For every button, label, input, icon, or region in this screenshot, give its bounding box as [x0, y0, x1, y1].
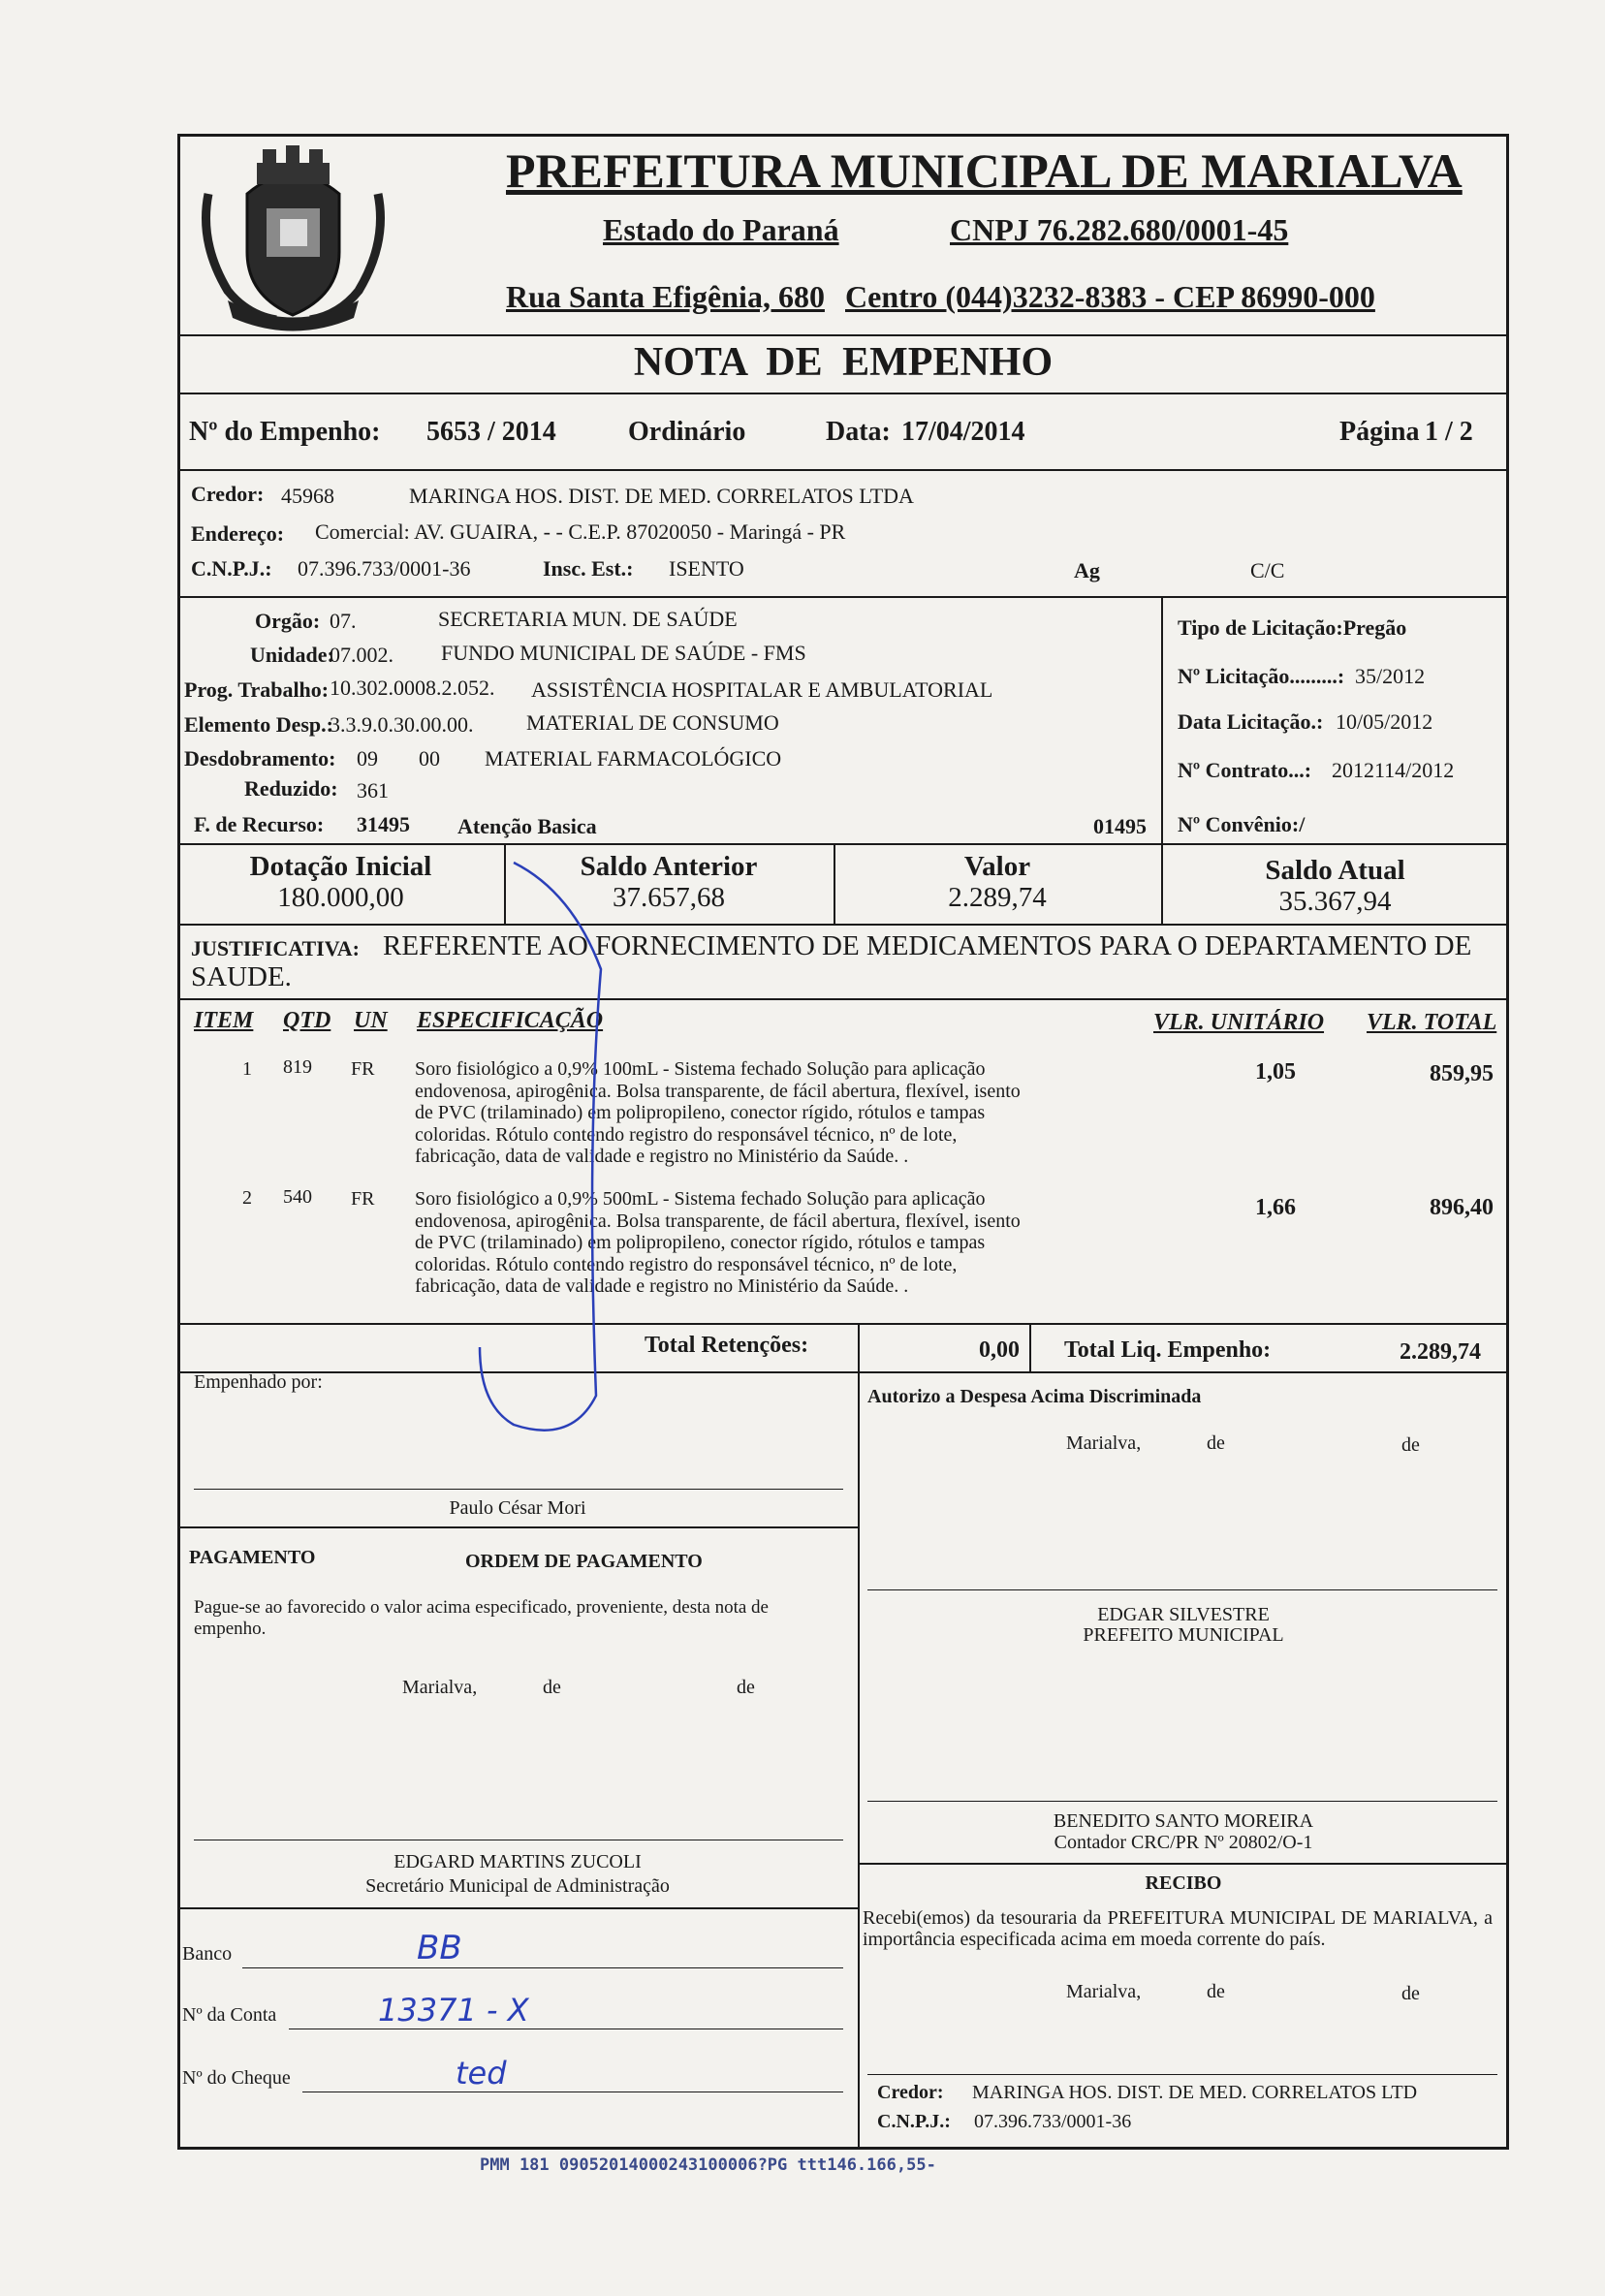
empenhado-label: Empenhado por: [194, 1371, 323, 1393]
saldo-atual-value: 35.367,94 [1278, 886, 1392, 917]
banco-handwritten: BB [417, 1929, 462, 1967]
item-2-line-3: de PVC (trilaminado) em polipropileno, conector rígido, rótulos e tampas [415, 1232, 986, 1253]
dotacao-inicial-value: 180.000,00 [277, 882, 404, 913]
contador-name: BENEDITO SANTO MOREIRA [1053, 1810, 1314, 1832]
prefeito-name: EDGAR SILVESTRE [1097, 1604, 1270, 1625]
pagamento-city: Marialva, [402, 1677, 478, 1698]
retencoes-value: 0,00 [979, 1337, 1020, 1363]
col-header-un: UN [354, 1008, 388, 1033]
valor-value: 2.289,74 [948, 882, 1047, 913]
item-2-un: FR [351, 1188, 375, 1210]
elemento-name: MATERIAL DE CONSUMO [526, 710, 779, 735]
recibo-de-1: de [1207, 1981, 1225, 2002]
recibo-credor-label: Credor: [877, 2082, 944, 2103]
cc-label: C/C [1250, 558, 1285, 582]
pague-se-text: Pague-se ao favorecido o valor acima especificado, proveniente, desta nota de empenho. [194, 1597, 769, 1639]
recurso-label: F. de Recurso: [194, 812, 325, 836]
ag-label: Ag [1074, 558, 1100, 582]
col-header-total: VLR. TOTAL [1367, 1010, 1497, 1035]
empenho-number: 5653 / 2014 [426, 417, 556, 447]
item-1-unit-value: 1,05 [1255, 1059, 1296, 1085]
secretario-name: EDGARD MARTINS ZUCOLI [393, 1851, 642, 1872]
item-2-line-4: coloridas. Rótulo contendo registro do responsável técnico, nº de lote, [415, 1253, 958, 1275]
credor-name: MARINGA HOS. DIST. DE MED. CORRELATOS LTDA [409, 484, 914, 508]
autorizo-text: Autorizo a Despesa Acima Discriminada [867, 1386, 1202, 1407]
col-header-item: ITEM [194, 1008, 254, 1033]
unidade-code: 07.002. [330, 643, 393, 667]
justificativa-text-line2: SAUDE. [191, 961, 292, 992]
valor-label: Valor [963, 851, 1031, 882]
col-header-qtd: QTD [283, 1008, 331, 1033]
empenho-date: 17/04/2014 [901, 417, 1025, 447]
contrato-label: Nº Contrato...: [1178, 758, 1312, 782]
item-2-qtd: 540 [283, 1186, 312, 1208]
licitacao-data: 10/05/2012 [1336, 709, 1433, 734]
item-1-un: FR [351, 1058, 375, 1080]
endereco-label: Endereço: [191, 521, 285, 546]
prog-code: 10.302.0008.2.052. [330, 676, 495, 700]
orgao-code: 07. [330, 609, 357, 633]
autorizo-de-2: de [1401, 1434, 1420, 1456]
empenho-type: Ordinário [628, 417, 746, 447]
licitacao-tipo: Tipo de Licitação:Pregão [1178, 615, 1407, 640]
total-liq-value: 2.289,74 [1400, 1339, 1481, 1365]
item-1-qtd: 819 [283, 1056, 312, 1078]
saldo-atual-label: Saldo Atual [1265, 855, 1405, 886]
insc-label: Insc. Est.: [543, 556, 634, 581]
item-1-line-2: endovenosa, apirogênica. Bolsa transparente, de fácil abertura, flexível, isento [415, 1080, 1021, 1102]
pagamento-de-2: de [737, 1677, 755, 1698]
col-header-espec: ESPECIFICAÇÃO [417, 1008, 604, 1033]
desdobramento-code1: 09 [357, 746, 378, 771]
empenho-number-label: Nº do Empenho: [189, 417, 381, 447]
item-1-line-5: fabricação, data de validade e registro no Ministério da Saúde. . [415, 1146, 909, 1167]
pagamento-label: PAGAMENTO [189, 1547, 316, 1568]
conta-label: Nº da Conta [182, 2004, 277, 2026]
unidade-name: FUNDO MUNICIPAL DE SAÚDE - FMS [441, 641, 806, 665]
licitacao-numero: 35/2012 [1355, 664, 1426, 688]
secretario-title: Secretário Municipal de Administração [365, 1875, 670, 1897]
item-2-line-1: Soro fisiológico a 0,9% 500mL - Sistema fechado Solução para aplicação [415, 1188, 986, 1210]
banco-label: Banco [182, 1943, 233, 1965]
cheque-handwritten: ted [456, 2055, 507, 2092]
reduzido-label: Reduzido: [244, 776, 338, 801]
item-2-unit-value: 1,66 [1255, 1195, 1296, 1220]
licitacao-data-label: Data Licitação.: [1178, 709, 1324, 734]
ordem-pagamento-label: ORDEM DE PAGAMENTO [465, 1551, 703, 1572]
autorizo-city: Marialva, [1066, 1432, 1142, 1454]
recibo-cnpj: 07.396.733/0001-36 [974, 2111, 1132, 2132]
item-2-line-2: endovenosa, apirogênica. Bolsa transparente, de fácil abertura, flexível, isento [415, 1210, 1021, 1232]
contrato-value: 2012114/2012 [1332, 758, 1455, 782]
insc-value: ISENTO [669, 556, 744, 581]
item-1-line-3: de PVC (trilaminado) em polipropileno, conector rígido, rótulos e tampas [415, 1102, 986, 1123]
saldo-anterior-value: 37.657,68 [613, 882, 725, 913]
item-1-line-1: Soro fisiológico a 0,9% 100mL - Sistema fechado Solução para aplicação [415, 1058, 986, 1080]
recibo-city: Marialva, [1066, 1981, 1142, 2002]
empenhado-name: Paulo César Mori [449, 1497, 586, 1519]
dotacao-inicial-label: Dotação Inicial [249, 851, 432, 882]
saldo-anterior-label: Saldo Anterior [580, 851, 758, 882]
prog-label: Prog. Trabalho: [184, 677, 330, 702]
item-2-number: 2 [242, 1187, 252, 1209]
empenho-date-label: Data: [826, 417, 891, 447]
recurso-code: 31495 [357, 812, 410, 836]
recibo-credor-name: MARINGA HOS. DIST. DE MED. CORRELATOS LTD [972, 2082, 1418, 2103]
contador-title: Contador CRC/PR Nº 20802/O-1 [1054, 1832, 1313, 1853]
recibo-cnpj-label: C.N.P.J.: [877, 2111, 951, 2132]
unidade-label: Unidade: [250, 643, 334, 667]
header-title: PREFEITURA MUNICIPAL DE MARIALVA [506, 143, 1463, 198]
desdobramento-label: Desdobramento: [184, 746, 336, 771]
credor-cnpj-label: C.N.P.J.: [191, 556, 272, 581]
col-header-unit: VLR. UNITÁRIO [1153, 1010, 1325, 1035]
total-liq-label: Total Liq. Empenho: [1064, 1337, 1272, 1363]
desdobramento-code2: 00 [419, 746, 440, 771]
header-district: Centro (044)3232-8383 - CEP 86990-000 [845, 279, 1375, 314]
header-state: Estado do Paraná [603, 212, 839, 247]
item-1-line-4: coloridas. Rótulo contendo registro do responsável técnico, nº de lote, [415, 1123, 958, 1146]
credor-label: Credor: [191, 482, 265, 506]
coat-of-arms-icon [199, 136, 388, 334]
item-1-number: 1 [242, 1058, 252, 1080]
desdobramento-name: MATERIAL FARMACOLÓGICO [485, 746, 782, 771]
credor-cnpj: 07.396.733/0001-36 [298, 556, 471, 581]
convenio-label: Nº Convênio:/ [1178, 812, 1306, 836]
recurso-code2: 01495 [1093, 814, 1147, 838]
retencoes-label: Total Retenções: [645, 1333, 809, 1358]
elemento-label: Elemento Desp.: [184, 712, 333, 737]
header-cnpj: CNPJ 76.282.680/0001-45 [950, 212, 1289, 247]
item-2-total-value: 896,40 [1430, 1195, 1494, 1220]
empenho-page-label: Página [1339, 417, 1420, 447]
footer-code: PMM 181 09052014000243100006?PG ttt146.166,55- [480, 2155, 936, 2175]
recibo-text: Recebi(emos) da tesouraria da PREFEITURA MUNICIPAL DE MARIALVA, a importância especificada acima em moeda corrente do país. [863, 1907, 1493, 1950]
elemento-code: 3.3.9.0.30.00.00. [330, 712, 474, 737]
pen-check-mark [456, 853, 630, 1454]
empenho-page: 1 / 2 [1425, 417, 1473, 447]
orgao-name: SECRETARIA MUN. DE SAÚDE [438, 607, 738, 631]
orgao-label: Orgão: [255, 609, 321, 633]
header-address: Rua Santa Efigênia, 680 [506, 279, 825, 314]
reduzido-value: 361 [357, 778, 389, 802]
conta-handwritten: 13371 - X [378, 1992, 529, 2029]
prefeito-title: PREFEITO MUNICIPAL [1083, 1624, 1284, 1646]
credor-code: 45968 [281, 484, 334, 508]
justificativa-text-line1: REFERENTE AO FORNECIMENTO DE MEDICAMENTOS PARA O DEPARTAMENTO DE [383, 930, 1472, 961]
item-2-line-5: fabricação, data de validade e registro no Ministério da Saúde. . [415, 1275, 909, 1297]
licitacao-numero-label: Nº Licitação.........: [1178, 664, 1345, 688]
autorizo-de-1: de [1207, 1432, 1225, 1454]
cheque-label: Nº do Cheque [182, 2067, 291, 2089]
document-title: NOTA DE EMPENHO [633, 340, 1054, 385]
recurso-name: Atenção Basica [457, 814, 597, 838]
recibo-de-2: de [1401, 1983, 1420, 2004]
recibo-title: RECIBO [1145, 1872, 1222, 1894]
justificativa-label: JUSTIFICATIVA: [191, 936, 361, 960]
credor-address: Comercial: AV. GUAIRA, - - C.E.P. 87020050 - Maringá - PR [315, 519, 846, 544]
prog-name: ASSISTÊNCIA HOSPITALAR E AMBULATORIAL [531, 677, 993, 702]
item-1-total-value: 859,95 [1430, 1061, 1494, 1086]
pagamento-de-1: de [543, 1677, 561, 1698]
